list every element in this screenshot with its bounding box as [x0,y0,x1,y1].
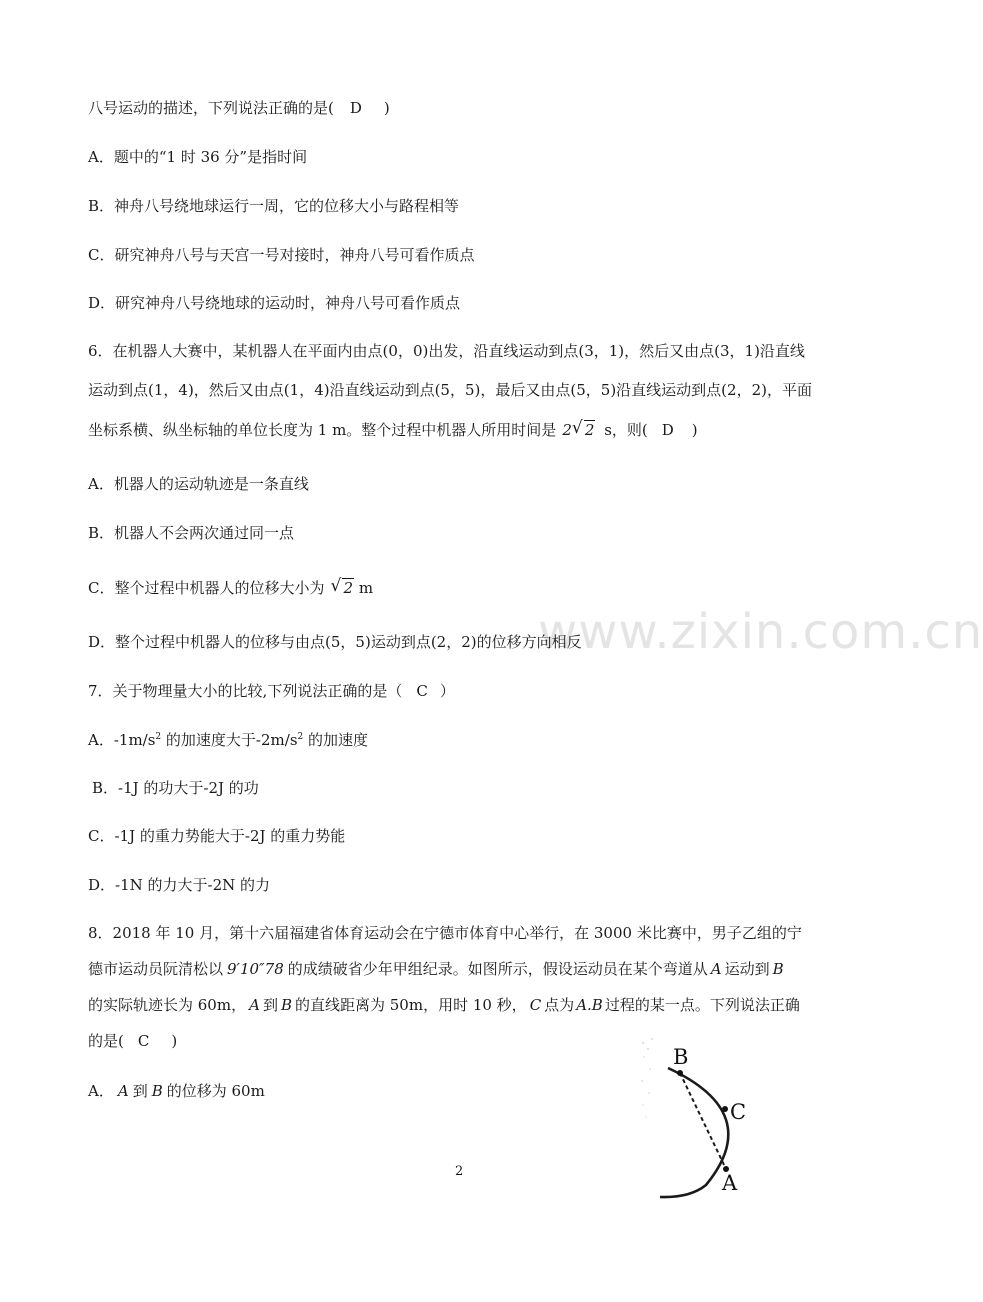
answer-q5: D [349,99,362,117]
q6-option-c: C．整个过程中机器人的位移大小为 √ 2 m [88,576,374,597]
label-b: B [673,1045,689,1069]
q6-stem-line-1: 6．在机器人大赛中，某机器人在平面内由点(0，0)出发，沿直线运动到点(3，1)，然后又由点(3，1)沿直线 [88,342,805,360]
q7-option-a: A．$-1m/s^2$ 的加速度大于$-2m/s^2$ 的加速度 [88,731,369,749]
q7-option-b: B．-1J 的功大于-2J 的功 [92,779,259,797]
curved-track [660,1068,728,1197]
q6-stem-line-3: 坐标系横、纵坐标轴的单位长度为 1 m。整个过程中机器人所用时间是 2 √ 2 s，则( D ) [88,418,698,439]
answer-q8: C [137,1032,150,1050]
q7-option-c: C．-1J 的重力势能大于-2J 的重力势能 [88,827,346,845]
q6-stem-line-2: 运动到点(1，4)，然后又由点(1，4)沿直线运动到点(5，5)，最后又由点(5，5)沿直线运动到点(2，2)，平面 [88,381,812,399]
point-b [677,1070,683,1076]
label-a: A [722,1171,738,1195]
q5-option-c: C．研究神舟八号与天宫一号对接时，神舟八号可看作质点 [88,246,475,264]
q8-option-a: A． A 到 B 的位移为 60m [88,1082,265,1100]
sqrt-symbol: √ 2 [571,418,595,439]
page-number: 2 [455,1164,464,1179]
answer-q6: D [661,421,674,439]
noise-dots [641,1038,652,1117]
sqrt-symbol: √ 2 [330,576,354,597]
q6-option-d: D．整个过程中机器人的位移与由点(5，5)运动到点(2，2)的位移方向相反 [88,633,582,651]
track-diagram [640,1035,770,1205]
q8-stem-line-2: 德市运动员阮清松以 9′10″78 的成绩破省少年甲组纪录。如图所示，假设运动员在某个弯道从 A 运动到 B [88,960,784,978]
watermark: www.zixin.com.cn [538,604,983,660]
q7-option-d: D．-1N 的力大于-2N 的力 [88,876,271,894]
question-5-stem-tail: 八号运动的描述，下列说法正确的是( D ) [88,99,390,117]
q8-stem-line-1: 8．2018 年 10 月，第十六届福建省体育运动会在宁德市体育中心举行，在 3000 米比赛中，男子乙组的宁 [88,924,802,942]
q5-option-d: D．研究神舟八号绕地球的运动时，神舟八号可看作质点 [88,294,461,312]
q7-stem: 7．关于物理量大小的比较,下列说法正确的是（ C ） [88,682,455,700]
label-c: C [730,1100,747,1124]
q5-option-a: A．题中的“1 时 36 分”是指时间 [88,148,308,166]
q8-stem-line-4: 的是( C ) [88,1032,178,1050]
q8-stem-line-3: 的实际轨迹长为 60m， A 到 B 的直线距离为 50m，用时 10 秒， C 点为 A.B 过程的某一点。下列说法正确 [88,996,800,1014]
q6-option-b: B．机器人不会两次通过同一点 [88,524,295,542]
answer-q7: C [416,682,428,700]
q5-option-b: B．神舟八号绕地球运行一周，它的位移大小与路程相等 [88,197,460,215]
q6-option-a: A．机器人的运动轨迹是一条直线 [88,475,309,493]
point-c [722,1106,728,1112]
